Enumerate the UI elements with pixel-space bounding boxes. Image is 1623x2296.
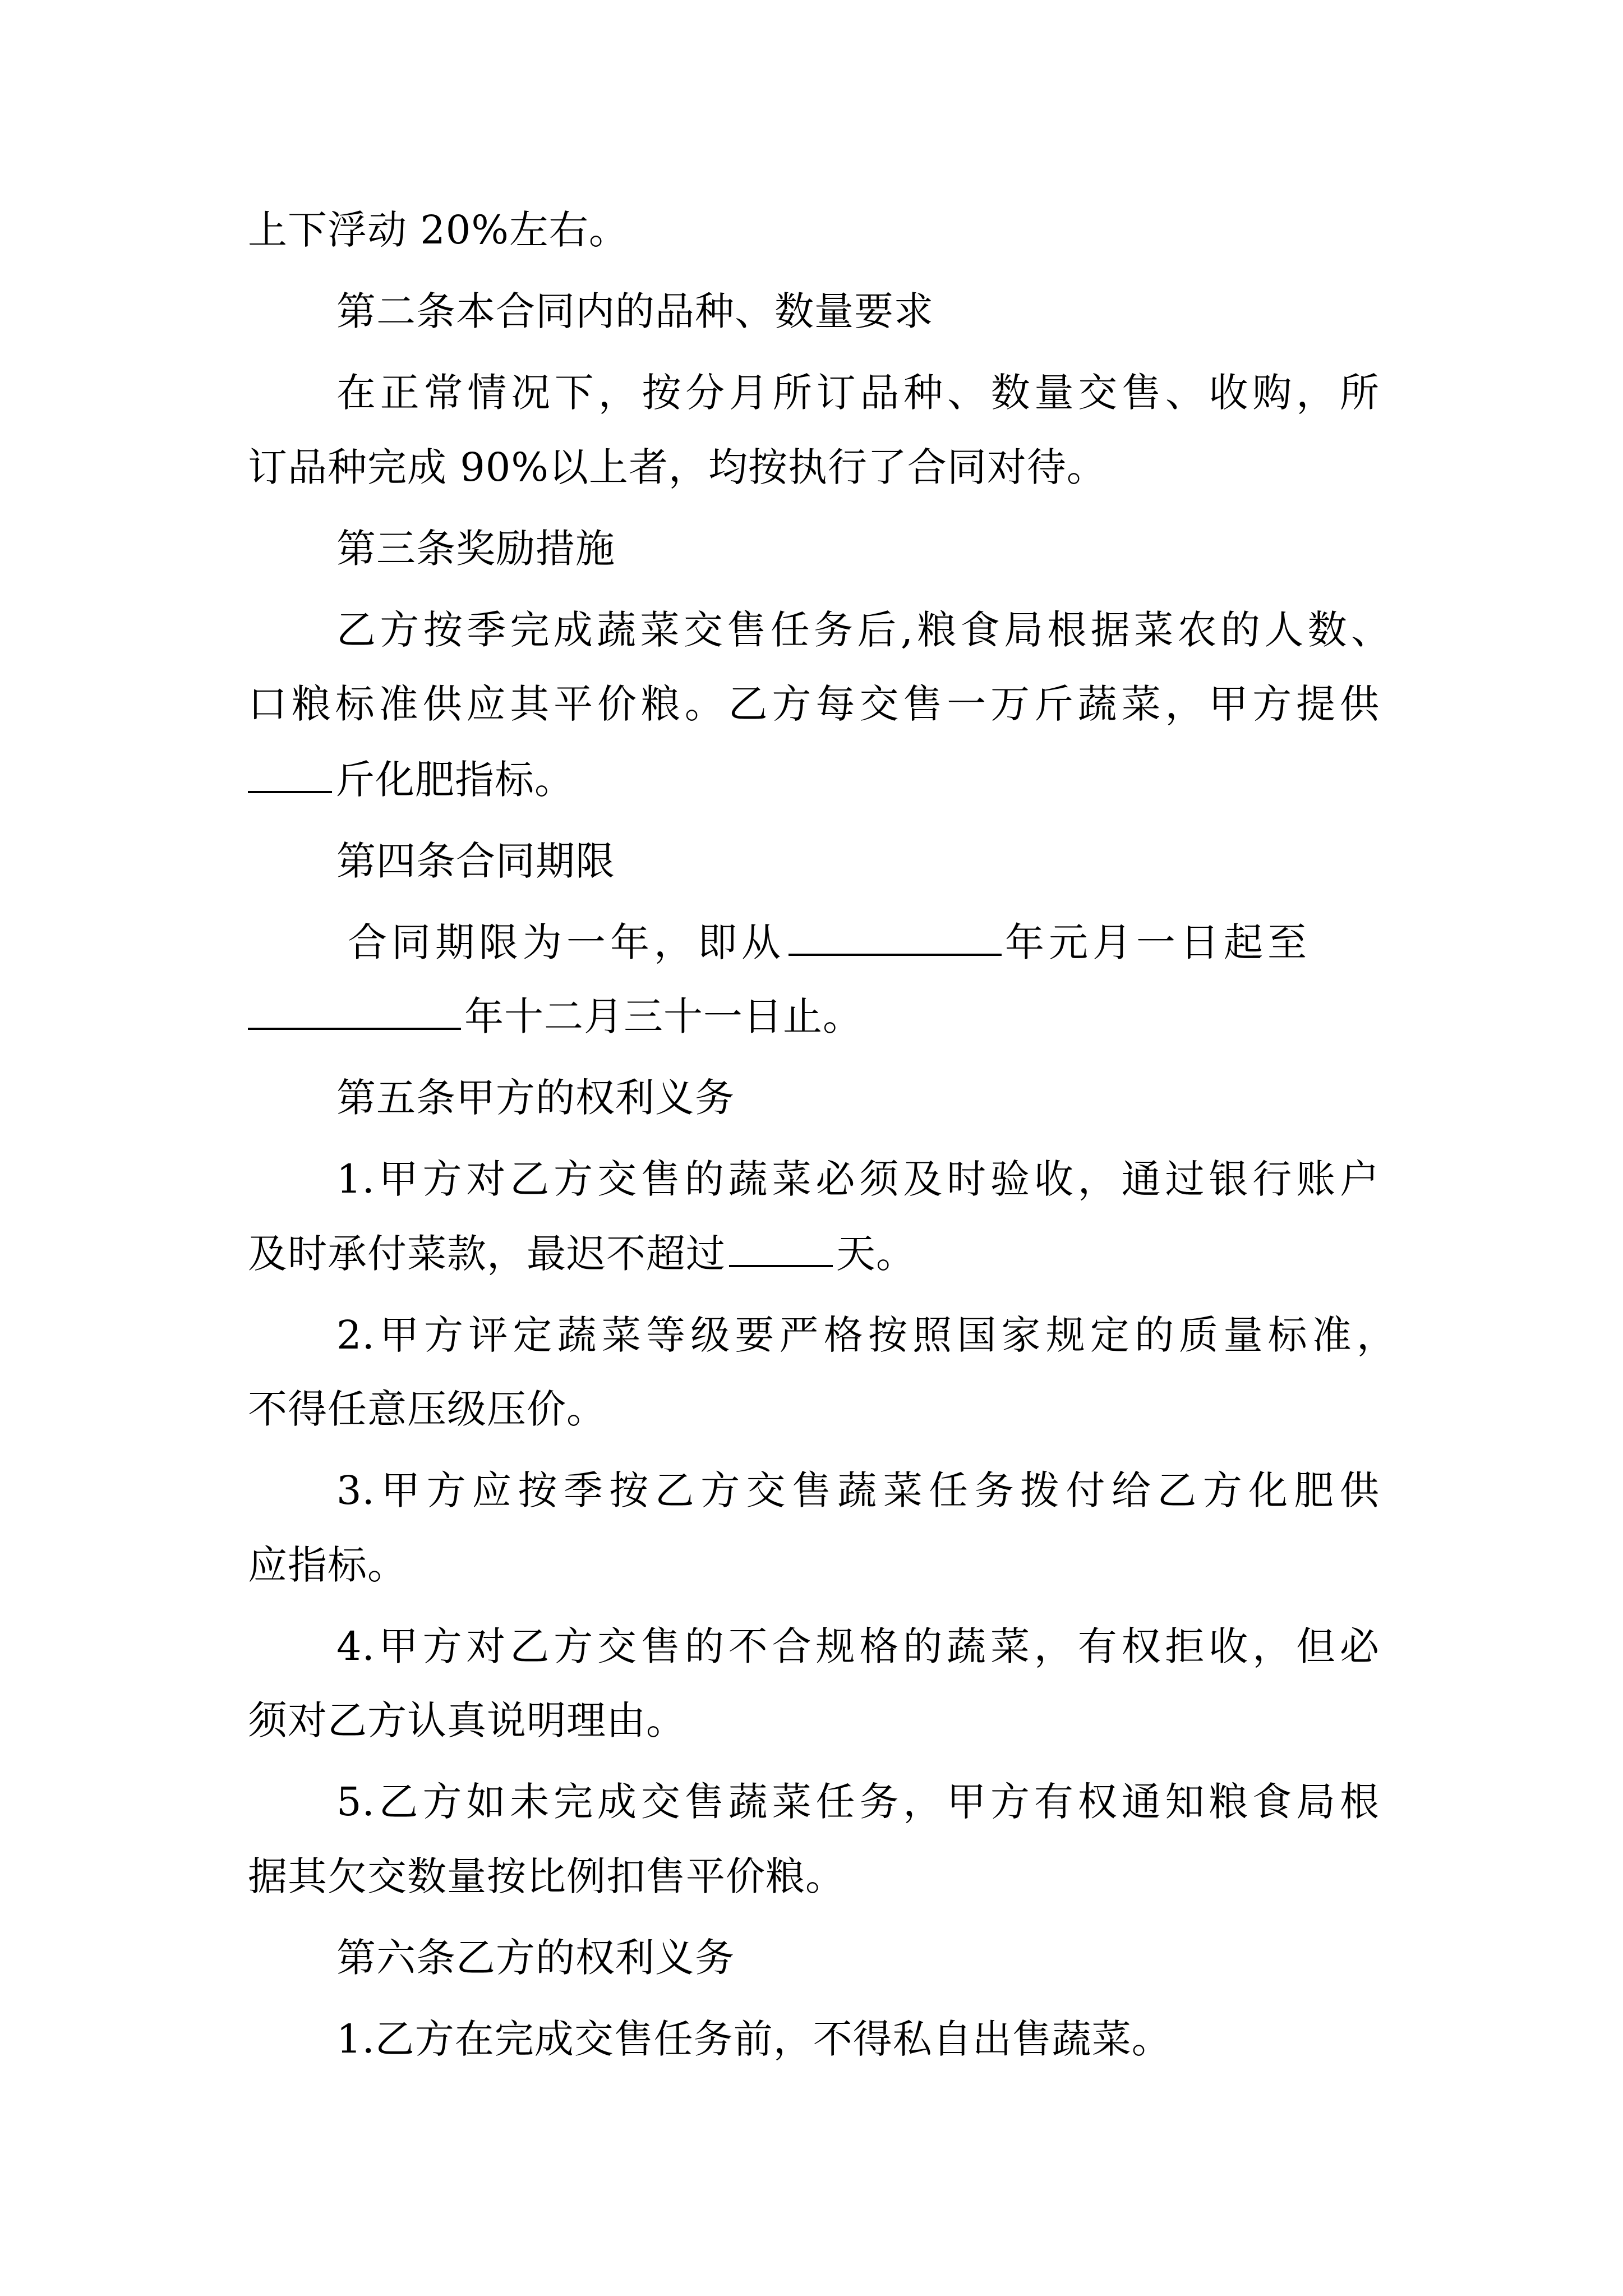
fill-blank bbox=[248, 1018, 461, 1030]
line-text: 须对乙方认真说明理由。 bbox=[248, 1697, 686, 1743]
paragraph-line bbox=[0, 2008, 1623, 2070]
fill-blank bbox=[729, 1255, 833, 1267]
line-text: 乙方按季完成蔬菜交售任务后,粮食局根据菜农的人数、 bbox=[336, 607, 1391, 653]
paragraph-line bbox=[0, 1690, 1623, 1751]
paragraph-line bbox=[0, 1460, 1623, 1521]
line-text: 年十二月三十一日止。 bbox=[248, 986, 863, 1047]
fill-blank bbox=[789, 944, 1002, 956]
paragraph-line bbox=[0, 912, 1623, 973]
fill-blank bbox=[248, 781, 332, 793]
section-heading bbox=[0, 1927, 1623, 1989]
heading-text: 第三条奖励措施 bbox=[336, 526, 615, 572]
line-text: 5.乙方如未完成交售蔬菜任务，甲方有权通知粮食局根 bbox=[336, 1779, 1380, 1825]
paragraph-line bbox=[0, 1223, 1623, 1285]
line-text: 3.甲方应按季按乙方交售蔬菜任务拨付给乙方化肥供 bbox=[336, 1467, 1380, 1513]
paragraph-line bbox=[0, 599, 1623, 661]
line-text: 应指标。 bbox=[248, 1542, 407, 1588]
heading-text: 第四条合同期限 bbox=[336, 838, 615, 884]
paragraph-line bbox=[0, 749, 1623, 811]
section-heading bbox=[0, 830, 1623, 892]
paragraph-line bbox=[0, 1304, 1623, 1366]
paragraph-line bbox=[0, 1378, 1623, 1440]
paragraph-line bbox=[0, 673, 1623, 735]
line-text: 口粮标准供应其平价粮。乙方每交售一万斤蔬菜，甲方提供 bbox=[248, 681, 1380, 727]
paragraph-line bbox=[0, 1846, 1623, 1907]
section-heading bbox=[0, 1067, 1623, 1129]
heading-text: 第六条乙方的权利义务 bbox=[336, 1935, 735, 1981]
line-text: 1.甲方对乙方交售的蔬菜必须及时验收，通过银行账户 bbox=[336, 1156, 1380, 1202]
paragraph-line bbox=[0, 1616, 1623, 1677]
heading-text: 第二条本合同内的品种、数量要求 bbox=[336, 288, 934, 334]
line-text: 上下浮动 20%左右。 bbox=[248, 207, 629, 253]
line-text: 不得任意压级压价。 bbox=[248, 1386, 606, 1432]
paragraph-line bbox=[0, 199, 1623, 261]
line-text: 据其欠交数量按比例扣售平价粮。 bbox=[248, 1853, 845, 1899]
line-text: 订品种完成 90%以上者，均按执行了合同对待。 bbox=[248, 444, 1106, 490]
line-text: 2.甲方评定蔬菜等级要严格按照国家规定的质量标准， bbox=[336, 1312, 1396, 1358]
paragraph-line bbox=[0, 986, 1623, 1047]
paragraph-line bbox=[0, 436, 1623, 498]
line-text: 斤化肥指标。 bbox=[248, 749, 574, 811]
line-text: 在正常情况下，按分月所订品种、数量交售、收购，所 bbox=[336, 370, 1380, 416]
line-text: 4.甲方对乙方交售的不合规格的蔬菜，有权拒收，但必 bbox=[336, 1623, 1380, 1669]
paragraph-line bbox=[0, 1148, 1623, 1210]
paragraph-line bbox=[0, 362, 1623, 424]
line-text: 1.乙方在完成交售任务前，不得私自出售蔬菜。 bbox=[336, 2016, 1172, 2062]
section-heading bbox=[0, 518, 1623, 579]
line-text: 及时承付菜款，最迟不超过 天。 bbox=[248, 1231, 916, 1277]
line-text: 合同期限为一年，即从 年元月一日起至 bbox=[348, 919, 1311, 965]
section-heading bbox=[0, 280, 1623, 342]
paragraph-line bbox=[0, 1534, 1623, 1596]
heading-text: 第五条甲方的权利义务 bbox=[336, 1075, 735, 1121]
paragraph-line bbox=[0, 1771, 1623, 1833]
